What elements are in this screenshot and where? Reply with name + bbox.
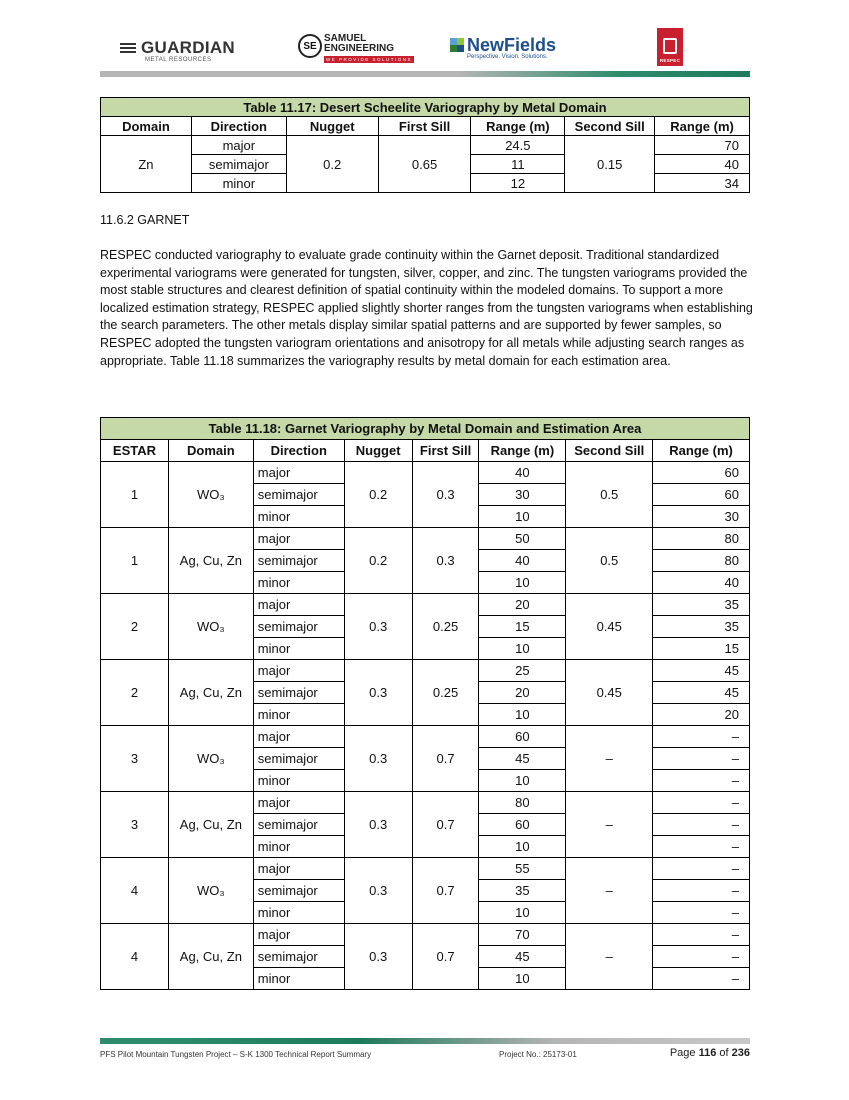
second-sill-cell: – bbox=[566, 858, 653, 924]
page-number bbox=[670, 1047, 750, 1059]
nugget-cell: 0.2 bbox=[344, 462, 412, 528]
range2-cell: – bbox=[653, 968, 750, 990]
page-header bbox=[100, 32, 750, 72]
range2-cell: – bbox=[653, 792, 750, 814]
range2-cell: – bbox=[653, 924, 750, 946]
column-header: ESTAR bbox=[101, 440, 169, 462]
estar-cell: 2 bbox=[101, 660, 169, 726]
domain-cell: WO₃ bbox=[168, 462, 253, 528]
first-sill-cell: 0.7 bbox=[412, 924, 479, 990]
range1-cell: 10 bbox=[479, 704, 566, 726]
second-sill-cell: 0.5 bbox=[566, 528, 653, 594]
table-caption: Table 11.17: Desert Scheelite Variography by Metal Domain bbox=[101, 98, 750, 117]
second-sill-cell: – bbox=[566, 792, 653, 858]
second-sill-cell: 0.15 bbox=[565, 136, 655, 193]
range1-cell: 45 bbox=[479, 946, 566, 968]
header-rule bbox=[100, 71, 750, 77]
range1-cell: 20 bbox=[479, 594, 566, 616]
range1-cell: 55 bbox=[479, 858, 566, 880]
column-header: Second Sill bbox=[566, 440, 653, 462]
direction-cell: major bbox=[253, 858, 344, 880]
direction-cell: minor bbox=[253, 638, 344, 660]
second-sill-cell: 0.45 bbox=[566, 660, 653, 726]
direction-cell: semimajor bbox=[253, 946, 344, 968]
range1-cell: 10 bbox=[479, 770, 566, 792]
domain-cell: Ag, Cu, Zn bbox=[168, 924, 253, 990]
newfields-name: NewFields bbox=[467, 35, 557, 55]
column-header: Range (m) bbox=[655, 117, 750, 136]
direction-cell: semimajor bbox=[253, 814, 344, 836]
guardian-lines-icon bbox=[120, 41, 136, 55]
column-header: First Sill bbox=[412, 440, 479, 462]
first-sill-cell: 0.25 bbox=[412, 660, 479, 726]
guardian-subtitle: METAL RESOURCES bbox=[145, 57, 212, 63]
direction-cell: semimajor bbox=[253, 484, 344, 506]
section-heading: 11.6.2 GARNET bbox=[100, 213, 190, 227]
range2-cell: 40 bbox=[653, 572, 750, 594]
table-row bbox=[101, 858, 750, 880]
range2-cell: – bbox=[653, 880, 750, 902]
first-sill-cell: 0.65 bbox=[378, 136, 471, 193]
direction-cell: minor bbox=[253, 902, 344, 924]
estar-cell: 4 bbox=[101, 858, 169, 924]
nugget-cell: 0.2 bbox=[286, 136, 378, 193]
range1-cell: 10 bbox=[479, 968, 566, 990]
direction-cell: minor bbox=[253, 968, 344, 990]
range1-cell: 60 bbox=[479, 726, 566, 748]
range2-cell: 70 bbox=[655, 136, 750, 155]
range2-cell: 15 bbox=[653, 638, 750, 660]
range2-cell: 80 bbox=[653, 528, 750, 550]
table-header-row bbox=[101, 117, 750, 136]
direction-cell: major bbox=[253, 594, 344, 616]
range1-cell: 11 bbox=[471, 155, 565, 174]
column-header: Nugget bbox=[344, 440, 412, 462]
range1-cell: 50 bbox=[479, 528, 566, 550]
newfields-tagline: Perspective. Vision. Solutions. bbox=[467, 54, 548, 60]
nugget-cell: 0.3 bbox=[344, 660, 412, 726]
nugget-cell: 0.3 bbox=[344, 726, 412, 792]
range2-cell: 20 bbox=[653, 704, 750, 726]
domain-cell: WO₃ bbox=[168, 594, 253, 660]
column-header: Domain bbox=[101, 117, 192, 136]
range2-cell: – bbox=[653, 946, 750, 968]
newfields-logo bbox=[450, 36, 556, 60]
column-header: Domain bbox=[168, 440, 253, 462]
range1-cell: 80 bbox=[479, 792, 566, 814]
first-sill-cell: 0.3 bbox=[412, 528, 479, 594]
page-total: 236 bbox=[731, 1047, 750, 1059]
guardian-logo bbox=[120, 38, 235, 63]
direction-cell: major bbox=[253, 660, 344, 682]
range1-cell: 20 bbox=[479, 682, 566, 704]
first-sill-cell: 0.7 bbox=[412, 858, 479, 924]
range1-cell: 45 bbox=[479, 748, 566, 770]
respec-logo bbox=[657, 28, 683, 66]
table-row bbox=[101, 726, 750, 748]
direction-cell: major bbox=[253, 924, 344, 946]
range2-cell: 45 bbox=[653, 682, 750, 704]
direction-cell: minor bbox=[253, 836, 344, 858]
second-sill-cell: – bbox=[566, 726, 653, 792]
table-caption: Table 11.18: Garnet Variography by Metal Domain and Estimation Area bbox=[101, 418, 750, 440]
nugget-cell: 0.3 bbox=[344, 594, 412, 660]
direction-cell: semimajor bbox=[253, 880, 344, 902]
body-paragraph: RESPEC conducted variography to evaluate grade continuity within the Garnet deposit. Traditional standardized experimental variograms were generated for tungsten, silver, copper, and zinc. The tungsten variograms provided the most stable structures and clearest definition of spatial continuity within the modeled domains. To support a more localized estimation strategy, RESPEC applied slightly shorter ranges from the tungsten variograms when establishing the search parameters. The other metals display similar spatial patterns and are supported by fewer samples, so RESPEC adopted the tungsten variogram orientations and anisotropy for all metals while adjusting search ranges as appropriate. Table 11.18 summarizes the variography results by metal domain for each estimation area. bbox=[100, 248, 753, 368]
table-row bbox=[101, 660, 750, 682]
domain-cell: Ag, Cu, Zn bbox=[168, 528, 253, 594]
footer-rule bbox=[100, 1038, 750, 1044]
samuel-line2: ENGINEERING bbox=[324, 43, 395, 54]
estar-cell: 1 bbox=[101, 528, 169, 594]
range2-cell: – bbox=[653, 726, 750, 748]
nugget-cell: 0.3 bbox=[344, 924, 412, 990]
range2-cell: – bbox=[653, 814, 750, 836]
table-11-18 bbox=[100, 417, 750, 990]
estar-cell: 3 bbox=[101, 792, 169, 858]
direction-cell: semimajor bbox=[253, 550, 344, 572]
samuel-line1: SAMUEL bbox=[324, 33, 367, 44]
range1-cell: 70 bbox=[479, 924, 566, 946]
range2-cell: – bbox=[653, 770, 750, 792]
direction-cell: minor bbox=[253, 770, 344, 792]
direction-cell: major bbox=[253, 792, 344, 814]
footer-report-title: PFS Pilot Mountain Tungsten Project – S-K 1300 Technical Report Summary bbox=[100, 1050, 372, 1059]
nugget-cell: 0.2 bbox=[344, 528, 412, 594]
domain-cell: Ag, Cu, Zn bbox=[168, 792, 253, 858]
second-sill-cell: – bbox=[566, 924, 653, 990]
domain-cell: Ag, Cu, Zn bbox=[168, 660, 253, 726]
first-sill-cell: 0.7 bbox=[412, 792, 479, 858]
range2-cell: 60 bbox=[653, 462, 750, 484]
domain-cell: WO₃ bbox=[168, 858, 253, 924]
se-mark-icon: SE bbox=[298, 34, 322, 58]
table-11-17 bbox=[100, 97, 750, 193]
column-header: Range (m) bbox=[479, 440, 566, 462]
range1-cell: 24.5 bbox=[471, 136, 565, 155]
range1-cell: 25 bbox=[479, 660, 566, 682]
estar-cell: 1 bbox=[101, 462, 169, 528]
range2-cell: – bbox=[653, 858, 750, 880]
range2-cell: 80 bbox=[653, 550, 750, 572]
column-header: Range (m) bbox=[653, 440, 750, 462]
range2-cell: 35 bbox=[653, 594, 750, 616]
range1-cell: 30 bbox=[479, 484, 566, 506]
first-sill-cell: 0.25 bbox=[412, 594, 479, 660]
direction-cell: minor bbox=[253, 506, 344, 528]
of-word: of bbox=[719, 1047, 729, 1059]
table-row bbox=[101, 462, 750, 484]
direction-cell: minor bbox=[253, 572, 344, 594]
table-row bbox=[101, 594, 750, 616]
newfields-squares-icon bbox=[450, 38, 464, 52]
direction-cell: major bbox=[253, 528, 344, 550]
estar-cell: 3 bbox=[101, 726, 169, 792]
footer-project-number: Project No.: 25173-01 bbox=[499, 1050, 577, 1059]
range1-cell: 10 bbox=[479, 572, 566, 594]
range1-cell: 15 bbox=[479, 616, 566, 638]
direction-cell: semimajor bbox=[253, 748, 344, 770]
direction-cell: major bbox=[253, 726, 344, 748]
guardian-name: GUARDIAN bbox=[141, 38, 236, 57]
range2-cell: – bbox=[653, 748, 750, 770]
samuel-engineering-logo bbox=[298, 34, 414, 63]
range2-cell: 30 bbox=[653, 506, 750, 528]
samuel-tagline: WE PROVIDE SOLUTIONS bbox=[326, 57, 413, 62]
range2-cell: 35 bbox=[653, 616, 750, 638]
range1-cell: 35 bbox=[479, 880, 566, 902]
range1-cell: 40 bbox=[479, 550, 566, 572]
range1-cell: 10 bbox=[479, 902, 566, 924]
respec-name: RESPEC bbox=[659, 58, 681, 63]
second-sill-cell: 0.5 bbox=[566, 462, 653, 528]
direction-cell: minor bbox=[191, 174, 286, 193]
nugget-cell: 0.3 bbox=[344, 858, 412, 924]
table-row bbox=[101, 924, 750, 946]
estar-cell: 2 bbox=[101, 594, 169, 660]
domain-cell: Zn bbox=[101, 136, 192, 193]
column-header: First Sill bbox=[378, 117, 471, 136]
range2-cell: 34 bbox=[655, 174, 750, 193]
range1-cell: 12 bbox=[471, 174, 565, 193]
direction-cell: minor bbox=[253, 704, 344, 726]
respec-mark-icon bbox=[663, 38, 677, 54]
table-row bbox=[101, 792, 750, 814]
range1-cell: 60 bbox=[479, 814, 566, 836]
table-row bbox=[101, 136, 750, 155]
nugget-cell: 0.3 bbox=[344, 792, 412, 858]
range2-cell: 60 bbox=[653, 484, 750, 506]
page-current: 116 bbox=[698, 1047, 717, 1059]
range1-cell: 10 bbox=[479, 638, 566, 660]
first-sill-cell: 0.7 bbox=[412, 726, 479, 792]
direction-cell: semimajor bbox=[253, 682, 344, 704]
range2-cell: 40 bbox=[655, 155, 750, 174]
range1-cell: 10 bbox=[479, 836, 566, 858]
table-row bbox=[101, 528, 750, 550]
domain-cell: WO₃ bbox=[168, 726, 253, 792]
direction-cell: major bbox=[191, 136, 286, 155]
column-header: Second Sill bbox=[565, 117, 655, 136]
page-word: Page bbox=[669, 1047, 696, 1059]
table-header-row bbox=[101, 440, 750, 462]
range2-cell: – bbox=[653, 836, 750, 858]
column-header: Direction bbox=[191, 117, 286, 136]
column-header: Nugget bbox=[286, 117, 378, 136]
estar-cell: 4 bbox=[101, 924, 169, 990]
range1-cell: 40 bbox=[479, 462, 566, 484]
column-header: Range (m) bbox=[471, 117, 565, 136]
second-sill-cell: 0.45 bbox=[566, 594, 653, 660]
first-sill-cell: 0.3 bbox=[412, 462, 479, 528]
range2-cell: 45 bbox=[653, 660, 750, 682]
range2-cell: – bbox=[653, 902, 750, 924]
range1-cell: 10 bbox=[479, 506, 566, 528]
direction-cell: semimajor bbox=[253, 616, 344, 638]
direction-cell: major bbox=[253, 462, 344, 484]
column-header: Direction bbox=[253, 440, 344, 462]
direction-cell: semimajor bbox=[191, 155, 286, 174]
